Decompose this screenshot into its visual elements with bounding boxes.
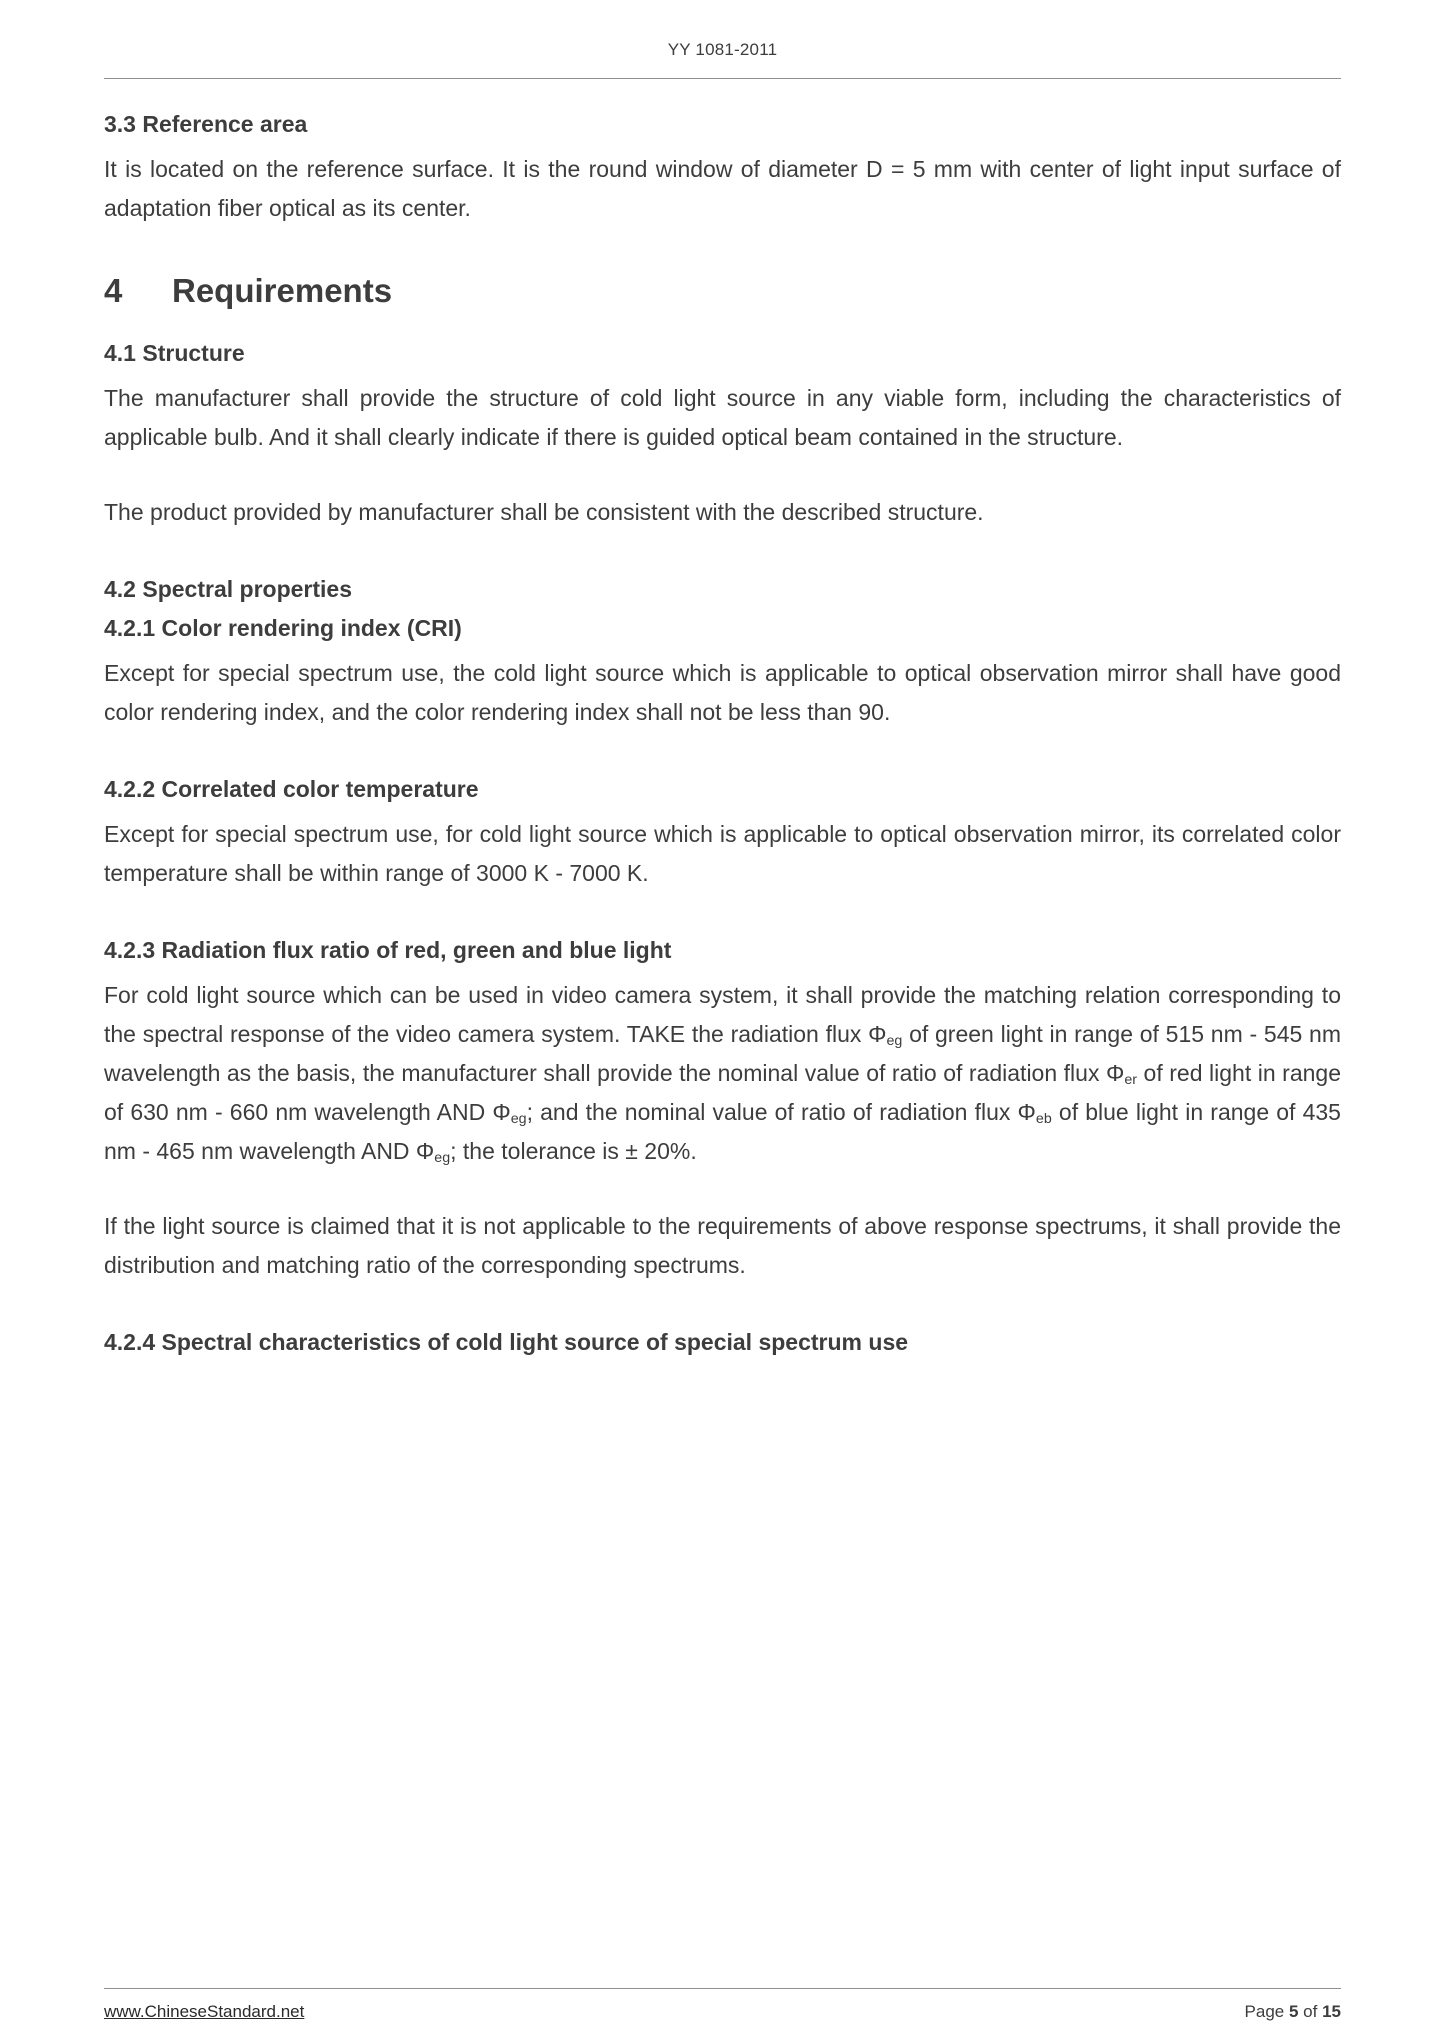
section-4-heading (104, 272, 1341, 310)
section-4-2-3-paragraph-1: For cold light source which can be used in video camera system, it shall provide the matching relation corresponding to the spectral response of the video camera system. TAKE the radiation flux $\Phi_{eg}$ of green light in range of 515 nm - 545 nm wavelength as the basis, the manufacturer shall provide the nominal value of ratio of radiation flux $\Phi_{er}$ of red light in range of 630 nm - 660 nm wavelength AND $\Phi_{eg}$; and the nominal value of ratio of radiation flux $\Phi_{eb}$ of blue light in range of 435 nm - 465 nm wavelength AND $\Phi_{eg}$; the tolerance is ± 20%. (104, 982, 1341, 1167)
section-3-3-paragraph: It is located on the reference surface. It is the round window of diameter D = 5 mm with center of light input surface of adaptation fiber optical as its center. (104, 156, 1341, 221)
section-4-2-2-heading: 4.2.2 Correlated color temperature (104, 776, 479, 802)
document-footer (104, 1988, 1341, 2022)
page-indicator: Page 5 of 15 (1244, 2002, 1341, 2021)
section-3-3-heading: 3.3 Reference area (104, 111, 308, 137)
section-4-2-heading: 4.2 Spectral properties (104, 576, 352, 602)
section-4-1-paragraph-2: The product provided by manufacturer shall be consistent with the described structure. (104, 499, 984, 525)
section-4-1-paragraph-1: The manufacturer shall provide the structure of cold light source in any viable form, including the characteristics of applicable bulb. And it shall clearly indicate if there is guided optical beam contained in the structure. (104, 385, 1341, 450)
section-4-2-3-paragraph-2: If the light source is claimed that it is not applicable to the requirements of above response spectrums, it shall provide the distribution and matching ratio of the corresponding spectrums. (104, 1213, 1341, 1278)
section-4-2-4-heading: 4.2.4 Spectral characteristics of cold light source of special spectrum use (104, 1329, 909, 1355)
footer-site-link[interactable]: www.ChineseStandard.net (104, 2002, 305, 2021)
document-header: YY 1081-2011 (104, 40, 1341, 79)
section-4-1-heading: 4.1 Structure (104, 340, 245, 366)
document-body (104, 79, 1341, 1362)
section-4-2-1-heading: 4.2.1 Color rendering index (CRI) (104, 615, 462, 641)
section-4-number: 4 (104, 272, 123, 309)
section-4-2-1-paragraph: Except for special spectrum use, the cold light source which is applicable to optical observation mirror shall have good color rendering index, and the color rendering index shall not be less than 90. (104, 660, 1341, 725)
section-4-2-3-heading: 4.2.3 Radiation flux ratio of red, green and blue light (104, 937, 672, 963)
section-4-title: Requirements (172, 272, 393, 309)
section-4-2-2-paragraph: Except for special spectrum use, for cold light source which is applicable to optical observation mirror, its correlated color temperature shall be within range of 3000 K - 7000 K. (104, 821, 1341, 886)
